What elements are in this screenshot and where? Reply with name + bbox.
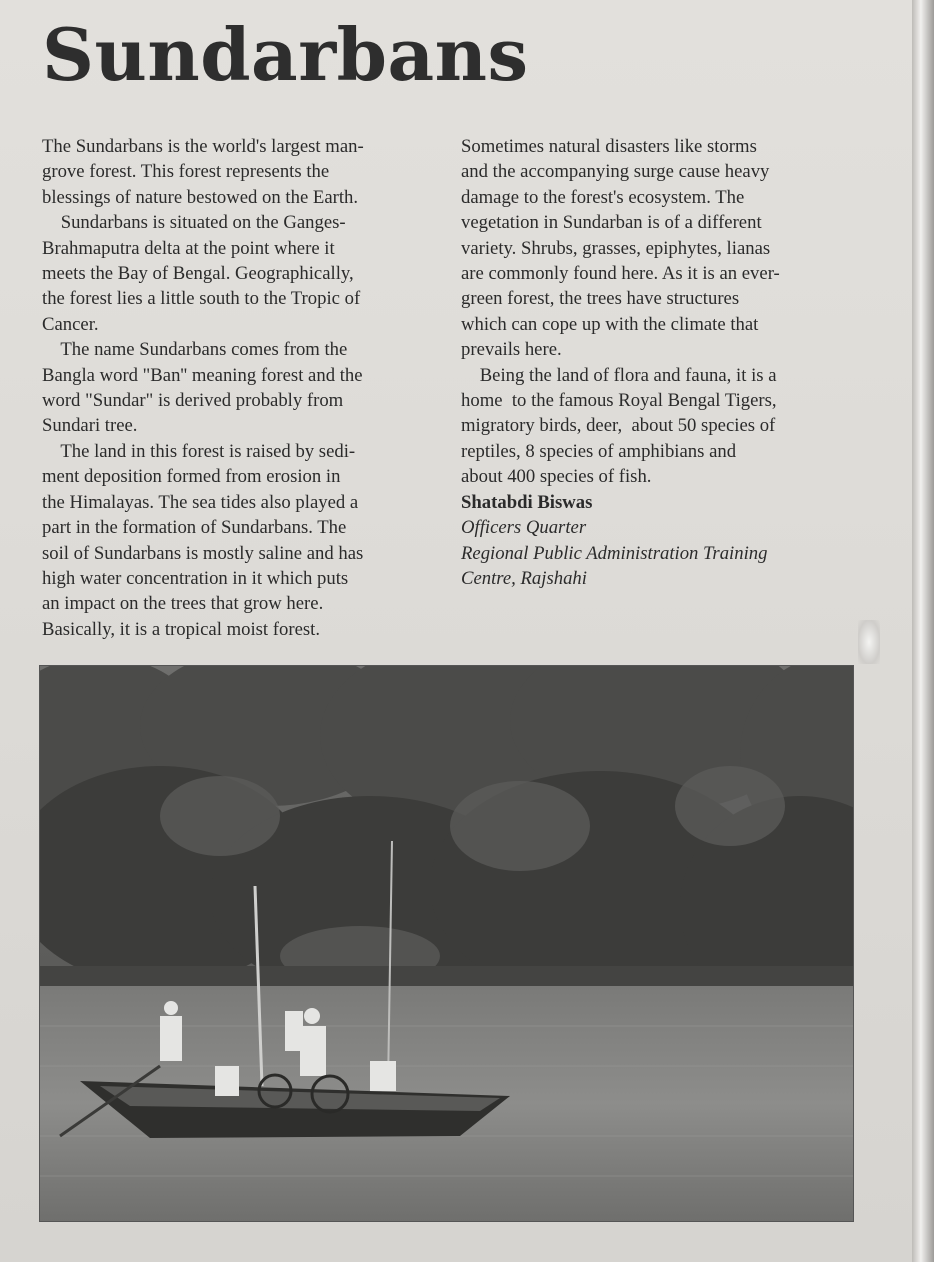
text-line: soil of Sundarbans is mostly saline and has	[42, 542, 364, 564]
text-line: high water concentration in it which puts	[42, 567, 349, 589]
text-line: are commonly found here. As it is an ever-	[461, 263, 780, 285]
text-line: Bangla word "Ban'' meaning forest and the	[42, 364, 363, 386]
text-line: Sundari tree.	[42, 415, 138, 437]
text-line: grove forest. This forest represents the	[42, 161, 330, 183]
article-photo	[40, 666, 853, 1221]
text-line: reptiles, 8 species of amphibians and	[461, 440, 737, 462]
text-line: Sometimes natural disasters like storms	[461, 136, 757, 157]
left-column	[42, 134, 442, 642]
author-address-line: Centre, Rajshahi	[461, 567, 587, 589]
text-line: The name Sundarbans comes from the	[42, 339, 348, 361]
text-line: ment deposition formed from erosion in	[42, 466, 341, 488]
text-line: meets the Bay of Bengal. Geographically,	[42, 263, 354, 285]
text-line: about 400 species of fish.	[461, 466, 652, 488]
text-line: prevails here.	[461, 339, 562, 361]
paper-fold	[858, 620, 880, 664]
text-line: vegetation in Sundarban is of a different	[461, 212, 762, 234]
text-line: Being the land of flora and fauna, it is a	[461, 364, 777, 386]
text-line: The land in this forest is raised by sedi-	[42, 440, 356, 462]
text-line: which can cope up with the climate that	[461, 313, 759, 335]
text-line: an impact on the trees that grow here.	[42, 593, 324, 615]
text-line: home to the famous Royal Bengal Tigers,	[461, 390, 777, 412]
text-line: damage to the forest's ecosystem. The	[461, 186, 745, 208]
author-name: Shatabdi Biswas	[461, 491, 593, 513]
text-line: Brahmaputra delta at the point where it	[42, 237, 335, 259]
article-title: Sundarbans	[42, 12, 529, 97]
text-line: variety. Shrubs, grasses, epiphytes, lianas	[461, 237, 771, 259]
page-edge	[912, 0, 934, 1262]
text-line: Cancer.	[42, 313, 99, 335]
mangrove-river-boat-photo	[40, 666, 853, 1221]
author-address-line: Regional Public Administration Training	[461, 542, 768, 564]
text-line: and the accompanying surge cause heavy	[461, 161, 770, 183]
text-line: blessings of nature bestowed on the Earth.	[42, 186, 359, 208]
text-line: the forest lies a little south to the Tropic of	[42, 288, 361, 310]
text-line: word "Sundar" is derived probably from	[42, 390, 344, 412]
text-line: part in the formation of Sundarbans. The	[42, 517, 347, 539]
text-line: migratory birds, deer, about 50 species of	[461, 415, 776, 437]
right-column	[461, 134, 861, 591]
text-line: The Sundarbans is the world's largest man-	[42, 136, 364, 157]
text-line: Sundarbans is situated on the Ganges-	[42, 212, 346, 234]
text-line: Basically, it is a tropical moist forest.	[42, 618, 321, 640]
text-line: the Himalayas. The sea tides also played a	[42, 491, 359, 513]
text-line: green forest, the trees have structures	[461, 288, 740, 310]
author-address-line: Officers Quarter	[461, 517, 587, 539]
